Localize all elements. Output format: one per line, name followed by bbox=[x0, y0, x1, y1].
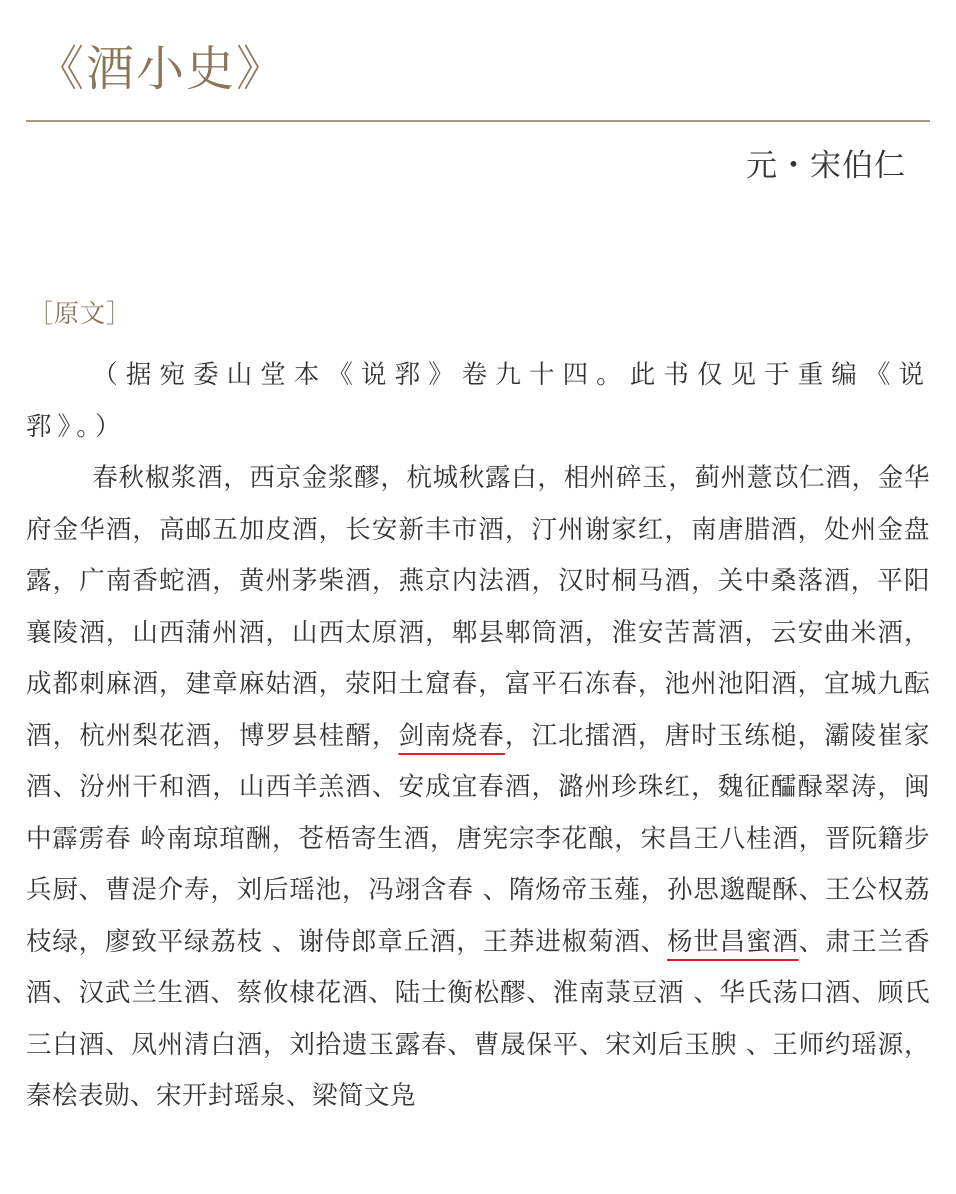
wine-list-paragraph bbox=[26, 453, 930, 1123]
wine-list-text-3: 、肃王兰香酒、汉武兰生酒、蔡攸棣花酒、陆士衡松醪、淮南菉豆酒 、华氏荡口酒、顾氏三白酒、凤州清白酒，刘拾遗玉露春、曹晟保平、宋刘后玉腴 、王师约瑶源，秦桧表勋、宋开封瑶泉、梁简文凫 bbox=[26, 926, 930, 1111]
highlighted-term-jiannan-shaochun: 剑南烧春 bbox=[398, 720, 505, 751]
original-text-body bbox=[26, 350, 930, 1123]
page-title: 《酒小史》 bbox=[36, 41, 287, 97]
author-line: 元・宋伯仁 bbox=[746, 148, 906, 184]
highlighted-term-yang-shichang-mijiu: 杨世昌蜜酒 bbox=[666, 926, 799, 957]
wine-list-text-2: ，江北擂酒，唐时玉练槌，灞陵崔家酒、汾州干和酒，山西羊羔酒、安成宜春酒，潞州珍珠红，魏征醽醁翠涛，闽中霹雳春 岭南琼琯酬，苍梧寄生酒，唐宪宗李花酿，宋昌王八桂酒，晋阮籍步兵厨、曹湜介寿，刘后瑶池，冯翊含春 、隋炀帝玉薤，孙思邈醍酥、王公权荔枝绿，廖致平绿荔枝 、谢侍郎章丘酒，王莽进椒菊酒、 bbox=[26, 720, 930, 957]
title-divider bbox=[26, 120, 930, 122]
wine-list-text-1: 春秋椒浆酒，西京金浆醪，杭城秋露白，相州碎玉，蓟州薏苡仁酒，金华府金华酒，高邮五加皮酒，长安新丰市酒，汀州谢家红，南唐腊酒，处州金盘露，广南香蛇酒，黄州茅柴酒，燕京内法酒，汉时桐马酒，关中桑落酒，平阳襄陵酒，山西蒲州酒，山西太原酒，郫县郫筒酒，淮安苦蒿酒，云安曲米酒，成都刺麻酒，建章麻姑酒，荥阳土窟春，富平石冻春，池州池阳酒，宜城九酝酒，杭州梨花酒，博罗县桂醑， bbox=[26, 463, 930, 751]
source-note: （据宛委山堂本《说郛》卷九十四。此书仅见于重编《说郛》。） bbox=[26, 360, 930, 442]
section-label-original-text: ［原文］ bbox=[28, 299, 133, 328]
